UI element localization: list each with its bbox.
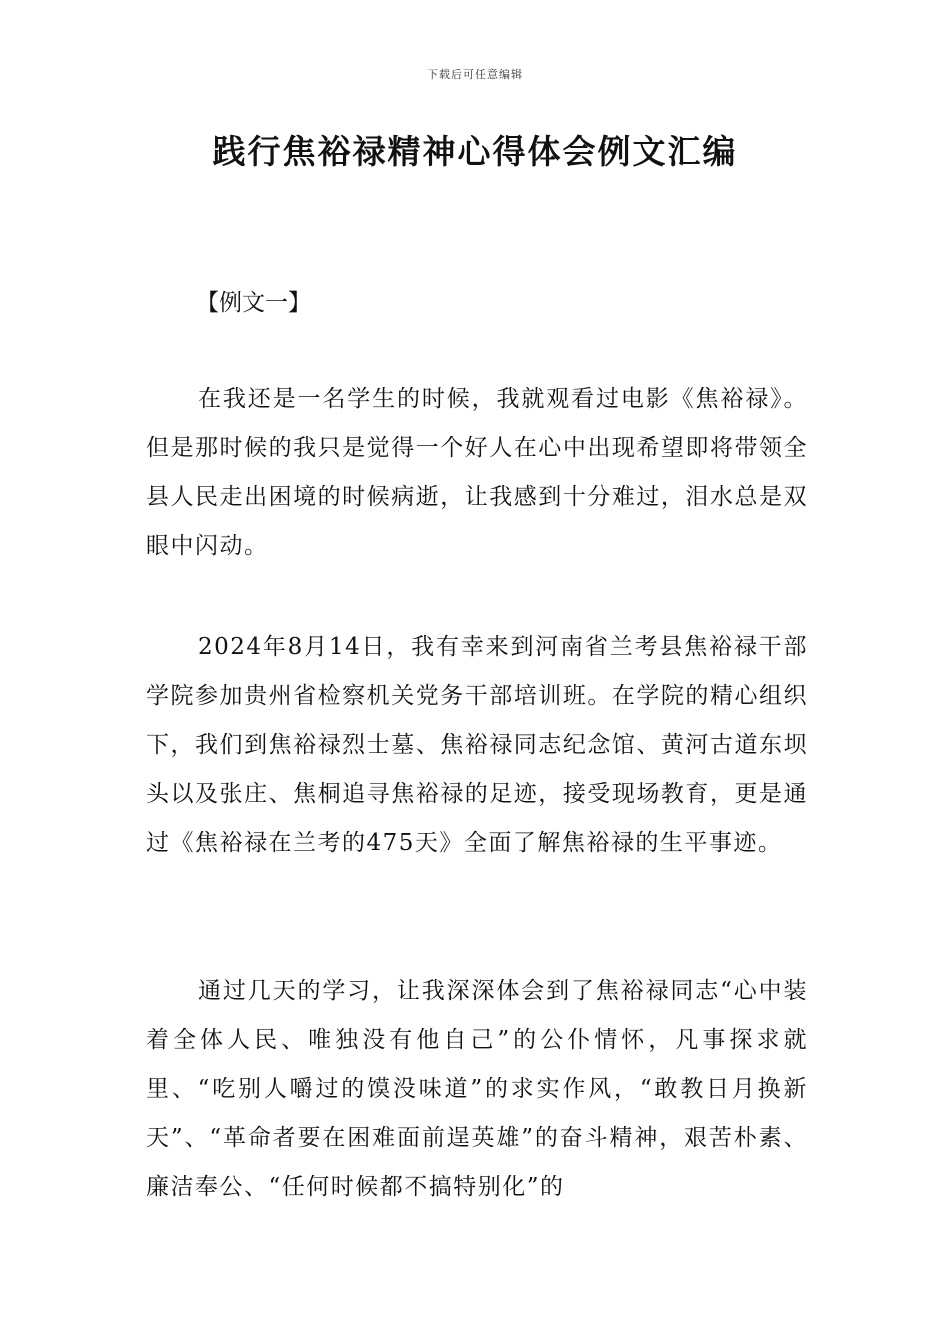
document-title: 践行焦裕禄精神心得体会例文汇编 — [212, 132, 738, 171]
paragraph-2: 2024年8月14日，我有幸来到河南省兰考县焦裕禄干部学院参加贵州省检察机关党务干部培训班。在学院的精心组织下，我们到焦裕禄烈士墓、焦裕禄同志纪念馆、黄河古道东坝头以及张庄、焦桐追寻焦裕禄的足迹，接受现场教育，更是通过《焦裕禄在兰考的475天》全面了解焦裕禄的生平事迹。 — [146, 634, 808, 856]
paragraph-1: 在我还是一名学生的时候，我就观看过电影《焦裕禄》。但是那时候的我只是觉得一个好人在心中出现希望即将带领全县人民走出困境的时候病逝，让我感到十分难过，泪水总是双眼中闪动。 — [146, 386, 808, 559]
paragraph-3: 通过几天的学习，让我深深体会到了焦裕禄同志“心中装着全体人民、唯独没有他自己”的公仆情怀，凡事探求就里、“吃别人嚼过的馍没味道”的求实作风，“敢教日月换新天”、“革命者要在困难面前逞英雄”的奋斗精神，艰苦朴素、廉洁奉公、“任何时候都不搞特别化”的 — [146, 978, 808, 1200]
header-note: 下载后可任意编辑 — [427, 68, 523, 81]
section-label: 【例文一】 — [196, 290, 311, 316]
